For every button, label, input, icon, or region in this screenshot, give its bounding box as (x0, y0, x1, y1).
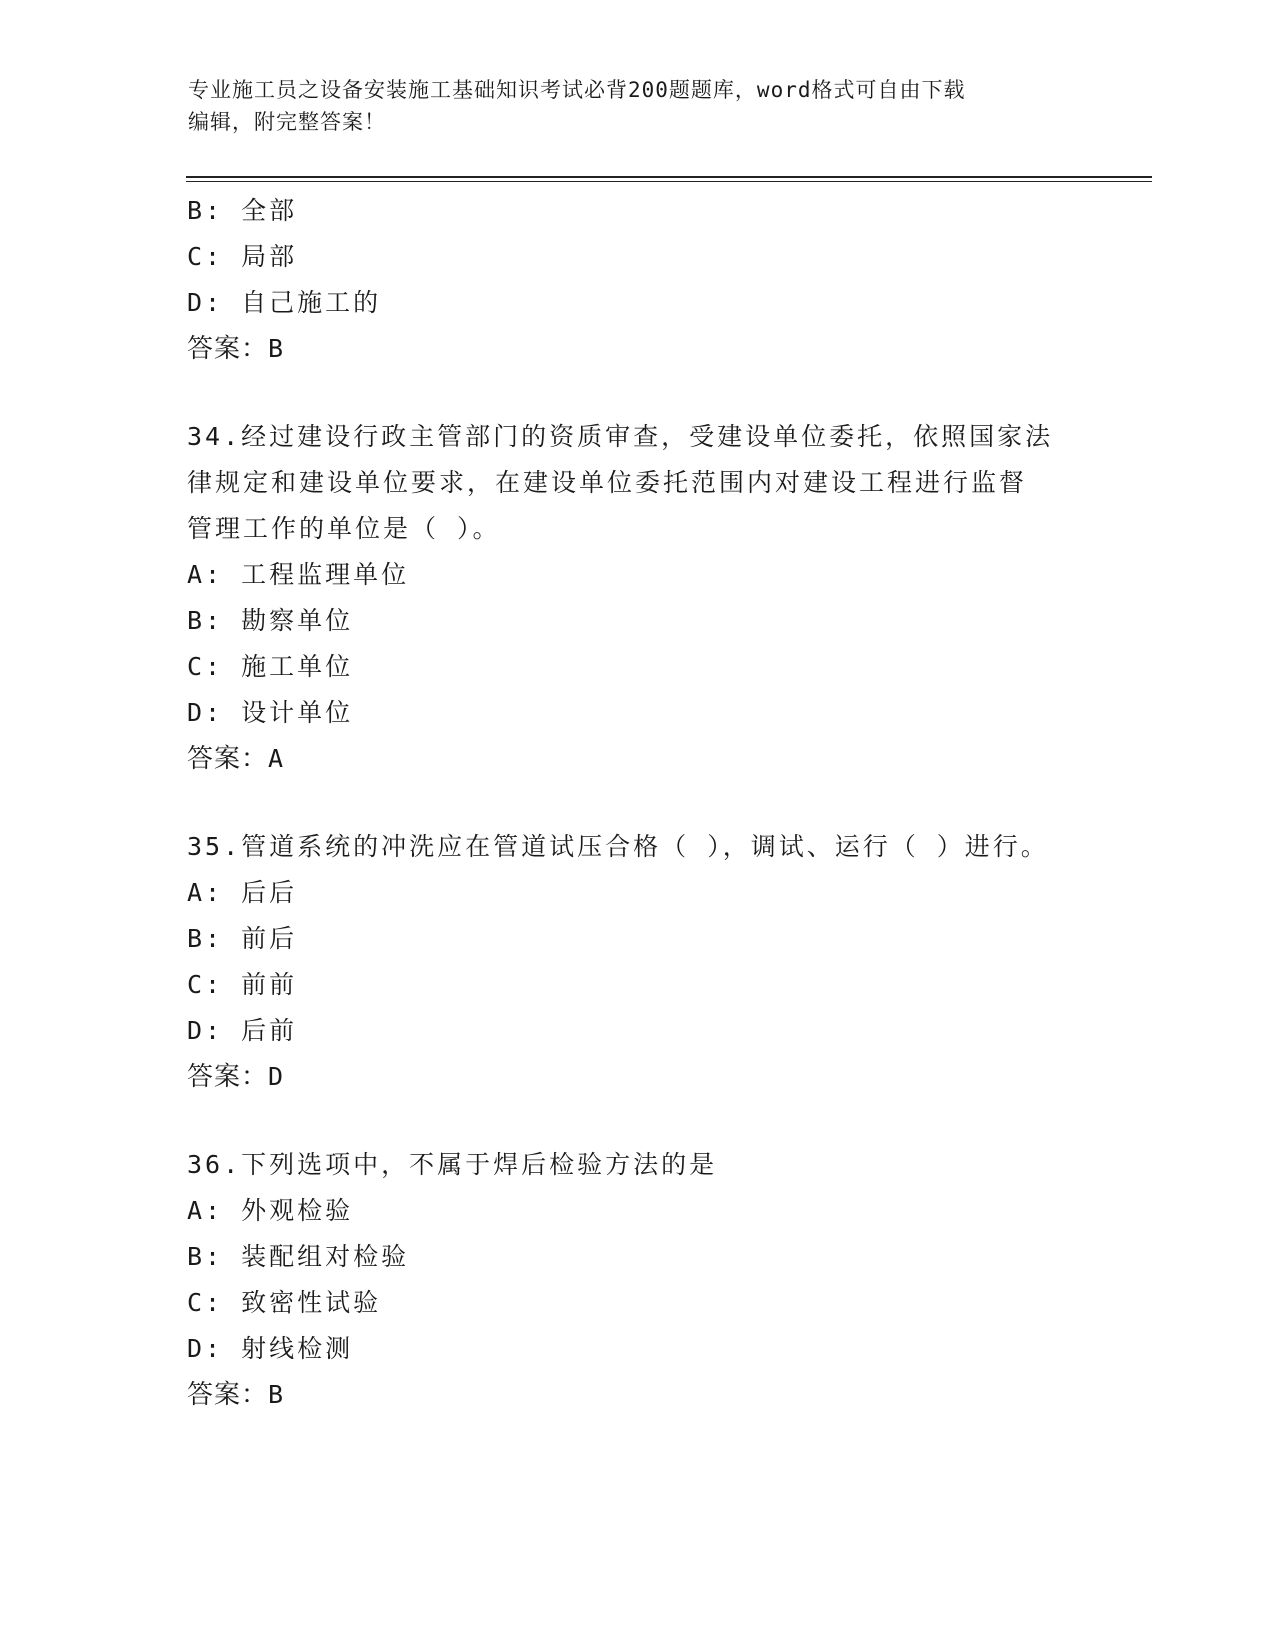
question-text-line: 管理工作的单位是（ ）。 (187, 514, 501, 543)
header-rule-thin (186, 181, 1152, 182)
answer-line (187, 326, 1087, 372)
question-35 (187, 824, 1087, 1100)
option-c: C: 前前 (187, 970, 298, 999)
question-text-line: 34.经过建设行政主管部门的资质审查，受建设单位委托，依照国家法 (187, 422, 1054, 451)
answer-label: 答案： (187, 1062, 269, 1092)
answer-label: 答案： (187, 1380, 269, 1410)
answer-label: 答案： (187, 744, 269, 774)
question-33-continuation (187, 188, 1087, 372)
question-34 (187, 414, 1087, 782)
answer-line (187, 1054, 1087, 1100)
answer-label: 答案： (187, 334, 269, 364)
question-text-line: 36.下列选项中，不属于焊后检验方法的是 (187, 1150, 718, 1179)
option-c: C: 施工单位 (187, 652, 354, 681)
option-c: C: 致密性试验 (187, 1288, 382, 1317)
header-rule-thick (186, 176, 1152, 178)
option-b: B: 装配组对检验 (187, 1242, 410, 1271)
answer-value: B (268, 1380, 285, 1409)
option-d: D: 设计单位 (187, 698, 354, 727)
option-d: D: 射线检测 (187, 1334, 354, 1363)
header-line-2: 编辑，附完整答案！ (188, 110, 386, 134)
answer-line (187, 1372, 1087, 1418)
question-36 (187, 1142, 1087, 1418)
option-b: B: 前后 (187, 924, 298, 953)
option-c: C: 局部 (187, 242, 298, 271)
document-header (188, 74, 1088, 138)
question-text-line: 律规定和建设单位要求，在建设单位委托范围内对建设工程进行监督 (187, 468, 1028, 497)
question-content (187, 188, 1087, 1418)
option-b: B: 全部 (187, 196, 298, 225)
answer-value: B (268, 334, 285, 363)
question-text-line: 35.管道系统的冲洗应在管道试压合格（ ），调试、运行（ ）进行。 (187, 832, 1049, 861)
option-b: B: 勘察单位 (187, 606, 354, 635)
option-d: D: 后前 (187, 1016, 298, 1045)
answer-line (187, 736, 1087, 782)
option-a: A: 工程监理单位 (187, 560, 410, 589)
option-a: A: 后后 (187, 878, 298, 907)
option-a: A: 外观检验 (187, 1196, 354, 1225)
option-d: D: 自己施工的 (187, 288, 382, 317)
answer-value: A (268, 744, 285, 773)
answer-value: D (268, 1062, 285, 1091)
header-line-1: 专业施工员之设备安装施工基础知识考试必背200题题库，word格式可自由下载 (188, 78, 966, 102)
